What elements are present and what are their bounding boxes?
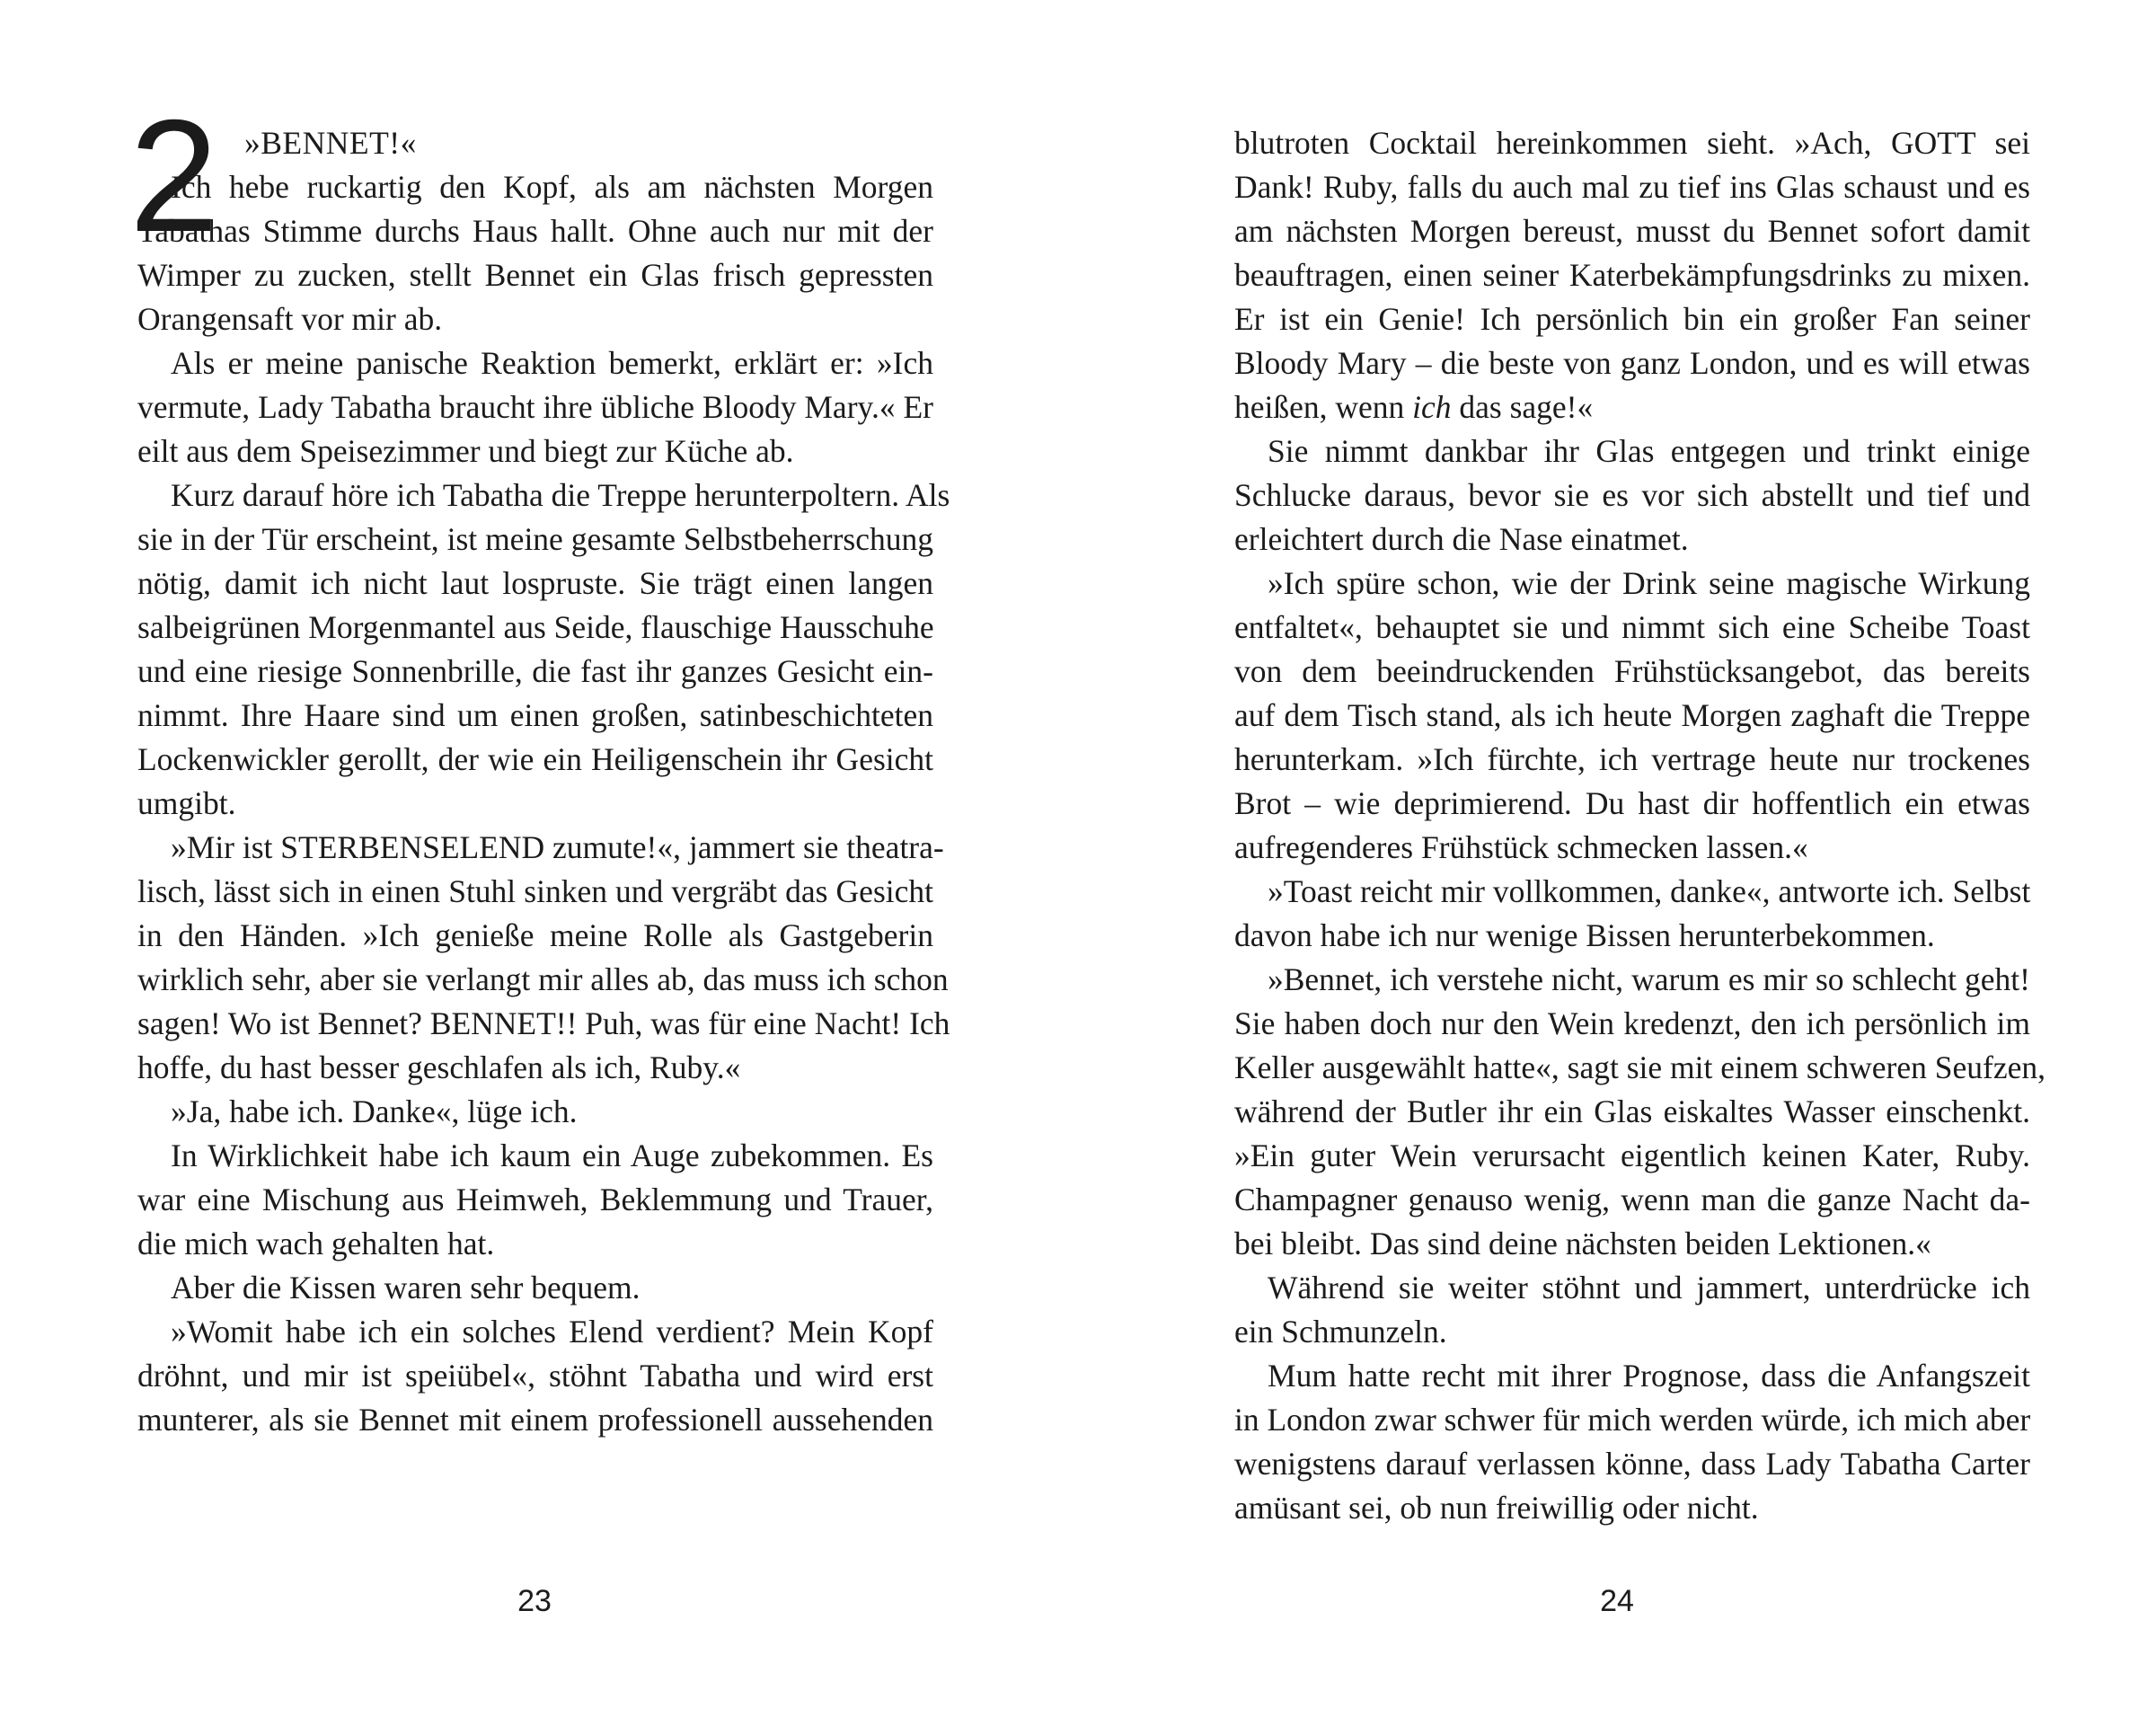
text-line: wirklich sehr, aber sie verlangt mir alles ab, das muss ich schon bbox=[137, 961, 949, 997]
text-line: Sie haben doch nur den Wein kredenzt, den ich persönlich im bbox=[1234, 1005, 2030, 1041]
text-line: auf dem Tisch stand, als ich heute Morgen zaghaft die Treppe bbox=[1234, 697, 2030, 733]
text-line: munterer, als sie Bennet mit einem professionell aussehenden bbox=[137, 1402, 933, 1438]
right-page bbox=[1078, 0, 2156, 1717]
text-line: Tabathas Stimme durchs Haus hallt. Ohne auch nur mit der bbox=[137, 213, 933, 249]
text-line: erleichtert durch die Nase einatmet. bbox=[1234, 521, 1689, 557]
text-line: hoffe, du hast besser geschlafen als ich, Ruby.« bbox=[137, 1049, 741, 1085]
text-line: Orangensaft vor mir ab. bbox=[137, 301, 443, 337]
text-line: in London zwar schwer für mich werden würde, ich mich aber bbox=[1234, 1402, 2031, 1438]
text-line: »Mir ist STERBENSELEND zumute!«, jammert sie theatra- bbox=[171, 829, 944, 865]
text-fragment: heißen, wenn bbox=[1234, 389, 1405, 425]
text-line: Während sie weiter stöhnt und jammert, unterdrücke ich bbox=[1268, 1270, 2030, 1305]
text-line: Kurz darauf höre ich Tabatha die Treppe herunterpoltern. Als bbox=[171, 477, 950, 513]
text-line: beauftragen, einen seiner Katerbekämpfungsdrinks zu mixen. bbox=[1234, 257, 2030, 293]
text-line: In Wirklichkeit habe ich kaum ein Auge zubekommen. Es bbox=[171, 1137, 933, 1173]
text-line: Wimper zu zucken, stellt Bennet ein Glas frisch gepressten bbox=[137, 257, 933, 293]
text-line: salbeigrünen Morgenmantel aus Seide, flauschige Hausschuhe bbox=[137, 609, 934, 645]
text-line: »Bennet, ich verstehe nicht, warum es mir so schlecht geht! bbox=[1268, 961, 2030, 997]
text-line: lisch, lässt sich in einen Stuhl sinken und vergräbt das Gesicht bbox=[137, 873, 933, 909]
text-line: blutroten Cocktail hereinkommen sieht. »Ach, GOTT sei bbox=[1234, 125, 2030, 161]
text-line: während der Butler ihr ein Glas eiskaltes Wasser einschenkt. bbox=[1234, 1093, 2030, 1129]
text-line: wenigstens darauf verlassen könne, dass Lady Tabatha Carter bbox=[1234, 1446, 2030, 1482]
text-line: Sie nimmt dankbar ihr Glas entgegen und trinkt einige bbox=[1268, 433, 2030, 469]
text-line: Brot – wie deprimierend. Du hast dir hoffentlich ein etwas bbox=[1234, 785, 2030, 821]
text-line: Dank! Ruby, falls du auch mal zu tief ins Glas schaust und es bbox=[1234, 169, 2030, 205]
text-line: entfaltet«, behauptet sie und nimmt sich eine Scheibe Toast bbox=[1234, 609, 2030, 645]
text-line: bei bleibt. Das sind deine nächsten beiden Lektionen.« bbox=[1234, 1226, 1931, 1261]
right-page-text bbox=[1234, 121, 2046, 1530]
text-line: Mum hatte recht mit ihrer Prognose, dass die Anfangszeit bbox=[1268, 1358, 2030, 1394]
text-line: Als er meine panische Reaktion bemerkt, erklärt er: »Ich bbox=[171, 345, 933, 381]
text-fragment: das sage!« bbox=[1459, 389, 1594, 425]
text-line: sagen! Wo ist Bennet? BENNET!! Puh, was für eine Nacht! Ich bbox=[137, 1005, 950, 1041]
text-line: sie in der Tür erscheint, ist meine gesamte Selbstbeherrschung bbox=[137, 521, 933, 557]
page-number: 24 bbox=[1600, 1584, 1634, 1618]
text-line: am nächsten Morgen bereust, musst du Bennet sofort damit bbox=[1234, 213, 2030, 249]
text-line: Bloody Mary – die beste von ganz London, und es will etwas bbox=[1234, 345, 2030, 381]
text-line: Ich hebe ruckartig den Kopf, als am nächsten Morgen bbox=[171, 169, 933, 205]
italic-emphasis: ich bbox=[1412, 389, 1452, 425]
text-line: aufregenderes Frühstück schmecken lassen.« bbox=[1234, 829, 1808, 865]
text-line: von dem beeindruckenden Frühstücksangebot, das bereits bbox=[1234, 653, 2030, 689]
page-number: 23 bbox=[517, 1584, 552, 1618]
text-line: Schlucke daraus, bevor sie es vor sich abstellt und tief und bbox=[1234, 477, 2030, 513]
text-line: ein Schmunzeln. bbox=[1234, 1314, 1447, 1350]
text-line: war eine Mischung aus Heimweh, Beklemmung und Trauer, bbox=[137, 1182, 933, 1217]
text-line: in den Händen. »Ich genieße meine Rolle als Gastgeberin bbox=[137, 917, 933, 953]
text-line: umgibt. bbox=[137, 785, 236, 821]
text-line: eilt aus dem Speisezimmer und biegt zur Küche ab. bbox=[137, 433, 794, 469]
text-line: vermute, Lady Tabatha braucht ihre übliche Bloody Mary.« Er bbox=[137, 389, 933, 425]
chapter-number: 2 bbox=[129, 86, 218, 265]
text-line: Er ist ein Genie! Ich persönlich bin ein großer Fan seiner bbox=[1234, 301, 2030, 337]
text-line: Lockenwickler gerollt, der wie ein Heiligenschein ihr Gesicht bbox=[137, 741, 933, 777]
text-line: und eine riesige Sonnenbrille, die fast ihr ganzes Gesicht ein- bbox=[137, 653, 933, 689]
text-line: herunterkam. »Ich fürchte, ich vertrage heute nur trockenes bbox=[1234, 741, 2030, 777]
text-line: die mich wach gehalten hat. bbox=[137, 1226, 495, 1261]
text-line: nötig, damit ich nicht laut lospruste. Sie trägt einen langen bbox=[137, 565, 933, 601]
text-line: davon habe ich nur wenige Bissen herunterbekommen. bbox=[1234, 917, 1935, 953]
text-line: amüsant sei, ob nun freiwillig oder nicht. bbox=[1234, 1490, 1759, 1526]
text-line bbox=[1234, 385, 2030, 429]
chapter-opening-word: »BENNET!« bbox=[244, 125, 417, 161]
text-line: »Toast reicht mir vollkommen, danke«, antworte ich. Selbst bbox=[1268, 873, 2031, 909]
text-line: »Ich spüre schon, wie der Drink seine magische Wirkung bbox=[1268, 565, 2030, 601]
text-line: Aber die Kissen waren sehr bequem. bbox=[171, 1270, 641, 1305]
left-page-text bbox=[129, 86, 950, 1442]
text-line: Keller ausgewählt hatte«, sagt sie mit einem schweren Seufzen, bbox=[1234, 1049, 2046, 1085]
text-line: »Womit habe ich ein solches Elend verdient? Mein Kopf bbox=[171, 1314, 933, 1350]
text-line: Champagner genauso wenig, wenn man die ganze Nacht da- bbox=[1234, 1182, 2030, 1217]
text-line: »Ein guter Wein verursacht eigentlich keinen Kater, Ruby. bbox=[1234, 1137, 2030, 1173]
text-line: nimmt. Ihre Haare sind um einen großen, satinbeschichteten bbox=[137, 697, 933, 733]
text-line: »Ja, habe ich. Danke«, lüge ich. bbox=[171, 1093, 578, 1129]
text-line: dröhnt, und mir ist speiübel«, stöhnt Tabatha und wird erst bbox=[137, 1358, 933, 1394]
